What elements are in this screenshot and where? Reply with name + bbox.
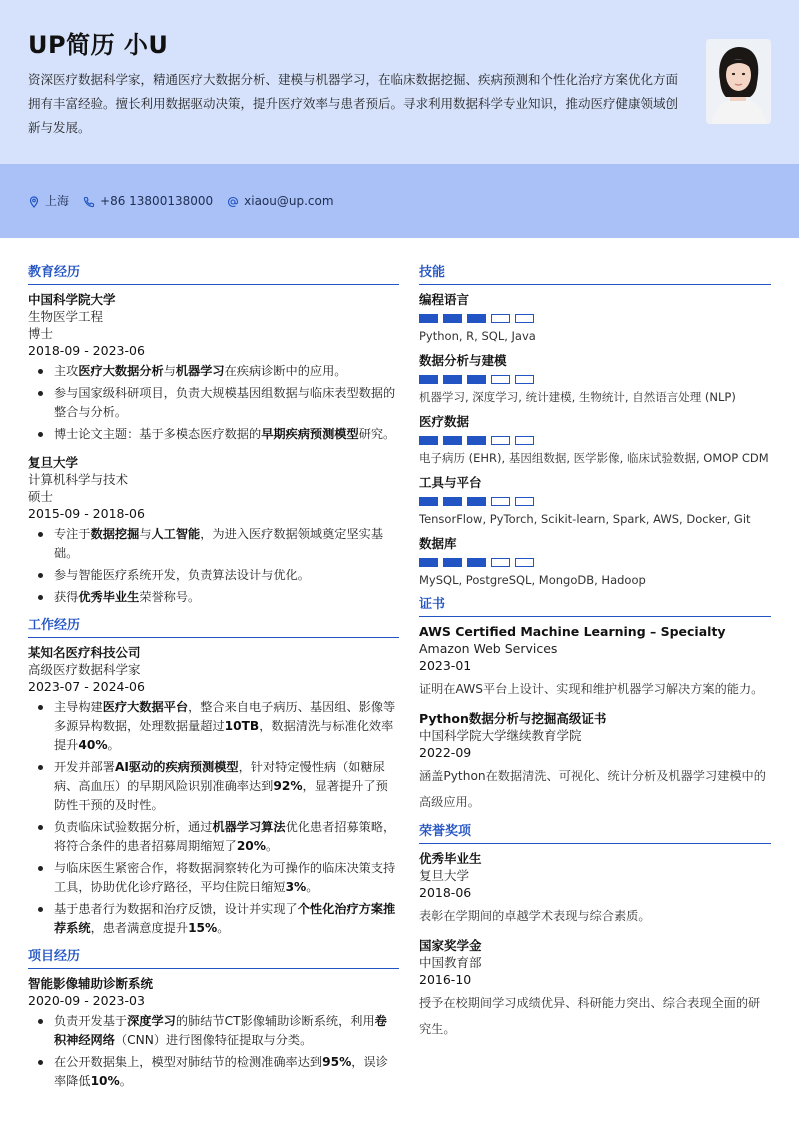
- level-filled: [467, 375, 486, 384]
- level-filled: [443, 497, 462, 506]
- level-filled: [467, 497, 486, 506]
- date-range: 2018-09 - 2023-06: [28, 342, 145, 358]
- company-name: 某知名医疗科技公司: [28, 644, 141, 660]
- description: 证明在AWS平台上设计、实现和维护机器学习解决方案的能力。: [419, 681, 764, 696]
- date-range: 2023-07 - 2024-06: [28, 678, 145, 694]
- level-filled: [443, 558, 462, 567]
- skill-level-bar: [419, 375, 771, 384]
- left-column: [28, 264, 399, 1101]
- skill-group: [419, 535, 771, 588]
- entry-title: AWS Certified Machine Learning – Specialty: [419, 623, 726, 639]
- at-icon: [227, 196, 239, 208]
- level-filled: [419, 558, 438, 567]
- bullet-item: 基于患者行为数据和治疗反馈，设计并实现了个性化治疗方案推荐系统，患者满意度提升15%。: [28, 900, 399, 938]
- highlight-text: 10%: [90, 1073, 120, 1088]
- resume-header: [0, 0, 799, 164]
- education-entry: [28, 454, 399, 607]
- issuer: 中国教育部: [419, 954, 482, 970]
- contact-email[interactable]: [227, 193, 333, 210]
- awards-section-title: 荣誉奖项: [419, 823, 771, 844]
- highlight-text: 92%: [273, 778, 303, 793]
- level-empty: [491, 375, 510, 384]
- candidate-name: UP简历 小U: [28, 31, 169, 59]
- highlight-text: 95%: [322, 1054, 352, 1069]
- bullet-item: 获得优秀毕业生荣誉称号。: [28, 588, 399, 607]
- work-section-title: 工作经历: [28, 617, 399, 638]
- degree: 博士: [28, 325, 54, 341]
- issuer: 中国科学院大学继续教育学院: [419, 727, 582, 743]
- skill-group: [419, 474, 771, 527]
- entry-title: 国家奖学金: [419, 937, 482, 953]
- education-section-title: 教育经历: [28, 264, 399, 285]
- level-empty: [491, 314, 510, 323]
- highlight-text: 数据挖掘: [90, 526, 140, 541]
- award-entry: [419, 937, 771, 1042]
- projects-list: [28, 975, 399, 1091]
- level-empty: [515, 436, 534, 445]
- school-name: 中国科学院大学: [28, 291, 116, 307]
- date-range: 2020-09 - 2023-03: [28, 992, 145, 1008]
- level-filled: [443, 314, 462, 323]
- highlight-text: 早期疾病预测模型: [261, 426, 359, 441]
- skill-items: 机器学习, 深度学习, 统计建模, 生物统计, 自然语言处理 (NLP): [419, 389, 736, 404]
- bullet-item: 开发并部署AI驱动的疾病预测模型，针对特定慢性病（如糖尿病、高血压）的早期风险识别准确率达到92%，显著提升了预防性干预的及时性。: [28, 758, 399, 815]
- level-empty: [491, 436, 510, 445]
- skill-group: [419, 352, 771, 405]
- highlight-text: 10TB: [224, 718, 260, 733]
- level-empty: [491, 497, 510, 506]
- skill-items: TensorFlow, PyTorch, Scikit-learn, Spark, AWS, Docker, Git: [419, 511, 751, 526]
- phone-icon: [83, 196, 95, 208]
- major: 生物医学工程: [28, 308, 104, 324]
- highlight-text: 医疗大数据分析: [78, 363, 164, 378]
- right-column: [419, 264, 771, 1050]
- date: 2022-09: [419, 744, 472, 760]
- award-entry: [419, 850, 771, 929]
- skill-items: MySQL, PostgreSQL, MongoDB, Hadoop: [419, 572, 646, 587]
- certificates-section-title: 证书: [419, 596, 771, 617]
- issuer: Amazon Web Services: [419, 640, 558, 656]
- school-name: 复旦大学: [28, 454, 79, 470]
- highlight-text: 3%: [285, 879, 307, 894]
- description: 授予在校期间学习成绩优异、科研能力突出、综合表现全面的研究生。: [419, 995, 761, 1036]
- issuer: 复旦大学: [419, 867, 470, 883]
- certificate-entry: [419, 710, 771, 815]
- bullet-list: [28, 698, 399, 938]
- project-entry: [28, 975, 399, 1091]
- highlight-text: AI驱动的疾病预测模型: [114, 759, 239, 774]
- project-name: 智能影像辅助诊断系统: [28, 975, 154, 991]
- level-filled: [419, 375, 438, 384]
- highlight-text: 医疗大数据平台: [102, 699, 189, 714]
- skill-level-bar: [419, 436, 771, 445]
- bullet-item: 专注于数据挖掘与人工智能，为进入医疗数据领域奠定坚实基础。: [28, 525, 399, 563]
- certificates-list: [419, 623, 771, 815]
- skill-level-bar: [419, 558, 771, 567]
- level-filled: [467, 436, 486, 445]
- highlight-text: 个性化治疗方案推荐系统: [54, 901, 396, 935]
- highlight-text: 人工智能: [151, 526, 201, 541]
- location-pin-icon: [28, 196, 40, 208]
- highlight-text: 深度学习: [127, 1013, 176, 1028]
- bullet-list: [28, 525, 399, 607]
- bullet-item: 参与国家级科研项目，负责大规模基因组数据与临床表型数据的整合与分析。: [28, 384, 399, 422]
- level-filled: [443, 375, 462, 384]
- projects-section-title: 项目经历: [28, 948, 399, 969]
- skills-list: [419, 291, 771, 588]
- profile-photo: [706, 39, 771, 124]
- skills-section-title: 技能: [419, 264, 771, 285]
- bullet-item: 参与智能医疗系统开发，负责算法设计与优化。: [28, 566, 399, 585]
- education-list: [28, 291, 399, 607]
- highlight-text: 卷积神经网络: [54, 1013, 387, 1047]
- email-text[interactable]: xiaou@up.com: [244, 194, 334, 208]
- description: 涵盖Python在数据清洗、可视化、统计分析及机器学习建模中的高级应用。: [419, 768, 766, 809]
- bullet-item: 负责开发基于深度学习的肺结节CT影像辅助诊断系统，利用卷积神经网络（CNN）进行图像特征提取与分类。: [28, 1012, 399, 1050]
- level-filled: [419, 314, 438, 323]
- highlight-text: 优秀毕业生: [78, 589, 140, 604]
- work-list: [28, 644, 399, 938]
- degree: 硕士: [28, 488, 54, 504]
- bullet-item: 在公开数据集上，模型对肺结节的检测准确率达到95%，误诊率降低10%。: [28, 1053, 399, 1091]
- education-entry: [28, 291, 399, 444]
- skill-category: 编程语言: [419, 291, 470, 307]
- level-empty: [515, 375, 534, 384]
- bullet-list: [28, 1012, 399, 1091]
- level-filled: [419, 436, 438, 445]
- bullet-item: 主攻医疗大数据分析与机器学习在疾病诊断中的应用。: [28, 362, 399, 381]
- skill-items: Python, R, SQL, Java: [419, 328, 536, 343]
- level-empty: [515, 314, 534, 323]
- level-filled: [443, 436, 462, 445]
- highlight-text: 40%: [78, 737, 108, 752]
- entry-title: 优秀毕业生: [419, 850, 482, 866]
- level-filled: [467, 558, 486, 567]
- bullet-item: 负责临床试验数据分析，通过机器学习算法优化患者招募策略，将符合条件的患者招募周期缩短了20%。: [28, 818, 399, 856]
- bullet-item: 博士论文主题：基于多模态医疗数据的早期疾病预测模型研究。: [28, 425, 399, 444]
- date: 2023-01: [419, 657, 472, 673]
- location-text: 上海: [45, 194, 70, 208]
- highlight-text: 20%: [236, 838, 266, 853]
- level-empty: [515, 497, 534, 506]
- level-empty: [515, 558, 534, 567]
- skill-category: 医疗数据: [419, 413, 470, 429]
- skill-level-bar: [419, 497, 771, 506]
- highlight-text: 机器学习算法: [212, 819, 286, 834]
- bullet-item: 与临床医生紧密合作，将数据洞察转化为可操作的临床决策支持工具，协助优化诊疗路径，平均住院日缩短3%。: [28, 859, 399, 897]
- bullet-list: [28, 362, 399, 444]
- work-entry: [28, 644, 399, 938]
- contact-location: [28, 193, 69, 210]
- awards-list: [419, 850, 771, 1042]
- entry-title: Python数据分析与挖掘高级证书: [419, 710, 607, 726]
- highlight-text: 机器学习: [175, 363, 225, 378]
- date-range: 2015-09 - 2018-06: [28, 505, 145, 521]
- skill-category: 数据分析与建模: [419, 352, 507, 368]
- skill-group: [419, 413, 771, 466]
- certificate-entry: [419, 623, 771, 702]
- skill-level-bar: [419, 314, 771, 323]
- skill-items: 电子病历 (EHR), 基因组数据, 医学影像, 临床试验数据, OMOP CDM: [419, 450, 769, 465]
- contact-phone: [83, 193, 213, 210]
- date: 2016-10: [419, 971, 472, 987]
- description: 表彰在学期间的卓越学术表现与综合素质。: [419, 908, 651, 923]
- highlight-text: 15%: [188, 920, 218, 935]
- level-filled: [419, 497, 438, 506]
- profile-summary: 资深医疗数据科学家，精通医疗大数据分析、建模与机器学习，在临床数据挖掘、疾病预测和个性化治疗方案优化方面拥有丰富经验。擅长利用数据驱动决策，提升医疗效率与患者预后。寻求利用数据科学专业知识，推动医疗健康领域创新与发展。: [28, 72, 679, 135]
- major: 计算机科学与技术: [28, 471, 129, 487]
- phone-text: +86 13800138000: [100, 194, 214, 208]
- contact-info: [28, 193, 334, 210]
- job-role: 高级医疗数据科学家: [28, 661, 141, 677]
- skill-category: 数据库: [419, 535, 457, 551]
- skill-group: [419, 291, 771, 344]
- skill-category: 工具与平台: [419, 474, 482, 490]
- date: 2018-06: [419, 884, 472, 900]
- level-empty: [491, 558, 510, 567]
- bullet-item: 主导构建医疗大数据平台，整合来自电子病历、基因组、影像等多源异构数据，处理数据量超过10TB，数据清洗与标准化效率提升40%。: [28, 698, 399, 755]
- level-filled: [467, 314, 486, 323]
